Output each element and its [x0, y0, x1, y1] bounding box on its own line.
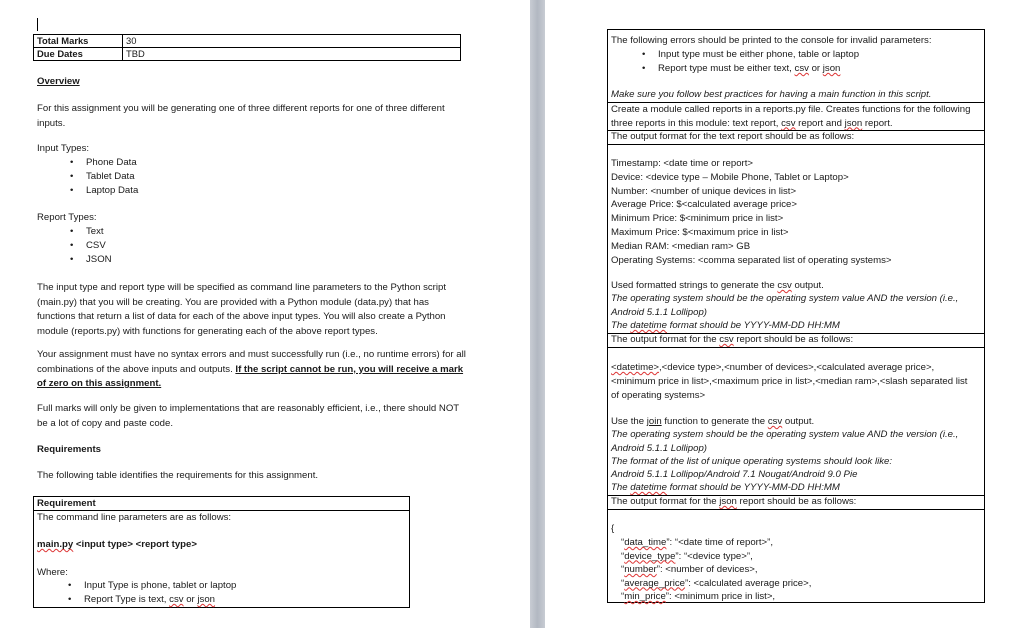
right-page [545, 0, 1024, 628]
text-format-line: Maximum Price: $<maximum price in list> [611, 226, 789, 238]
usage-script: main.py [37, 539, 74, 550]
list-item: • Laptop Data [64, 184, 138, 198]
requirement-row-1: The command line parameters are as follows: [37, 512, 232, 523]
text-format-line: Average Price: $<calculated average price> [611, 199, 797, 211]
module-req-csv: csv [781, 117, 796, 129]
marks-table [33, 34, 461, 61]
text-format-block [611, 157, 891, 267]
text-format-heading: The output format for the text report should be as follows: [611, 131, 855, 142]
csv-heading-suffix: report should be as follows: [733, 334, 854, 345]
where-label: Where: [37, 567, 68, 578]
json-key: data_time [624, 537, 667, 548]
text-format-line: Operating Systems: <comma separated list of operating systems> [611, 254, 892, 266]
requirement-header: Requirement [37, 498, 96, 509]
json-format-block [621, 536, 811, 604]
json-heading-suffix: report should be as follows: [736, 496, 857, 507]
json-key: device_type [624, 550, 676, 562]
join-note-prefix: Use the [611, 416, 647, 427]
text-format-line: Device: <device type – Mobile Phone, Tablet or Laptop> [611, 171, 849, 183]
module-req-json: json [844, 117, 863, 129]
join-note-suffix: output. [782, 416, 815, 427]
errors-warning: If the script cannot be run, you will receive a mark of zero on this assignment. [37, 363, 464, 389]
list-item: • Tablet Data [64, 170, 138, 184]
json-value: : “<date time of report>”, [669, 537, 773, 548]
module-req-suffix: report. [862, 117, 893, 129]
table-divider [608, 509, 984, 510]
table-divider [608, 347, 984, 348]
table-divider [608, 144, 984, 145]
usage-args: <input type> <report type> [73, 539, 197, 550]
total-marks-value: 30 [123, 35, 461, 48]
module-req-mid: report and [795, 117, 845, 129]
module-req-prefix: Create a module called reports in a reports.py file. Creates functions for the following three reports in this module: text report, [611, 104, 971, 129]
join-note-mid: function to generate the [661, 416, 768, 427]
list-item: • Input Type is phone, tablet or laptop [62, 579, 236, 593]
list-item: • Text [64, 225, 112, 239]
csv-heading-prefix: The output format for the [611, 334, 720, 345]
fstring-note [611, 280, 824, 292]
json-line: “min_price”: <minimum price in list>, [621, 591, 776, 602]
list-item: • CSV [64, 239, 112, 253]
input-types-list [64, 156, 138, 199]
json-key: min_price [624, 591, 666, 602]
report-item-json: json [197, 594, 216, 606]
requirements-table [33, 496, 410, 608]
report-item-or: or [183, 594, 198, 606]
table-row [34, 35, 461, 48]
csv-line-datetime: <datetime> [611, 362, 660, 373]
requirements-intro: The following table identifies the requirements for this assignment. [37, 470, 319, 481]
due-dates-label: Due Dates [34, 48, 123, 61]
join-note-csv: csv [767, 416, 783, 427]
list-item: • Phone Data [64, 156, 138, 170]
datetime-note-suffix: format should be YYYY-MM-DD HH:MM [667, 482, 840, 493]
usage-line [37, 539, 197, 551]
fstring-note-suffix: output. [791, 280, 824, 291]
errors-text: Your assignment must have no syntax errors and must successfully run (i.e., no runtime errors) for all combinations of the above inputs and outputs. [37, 349, 466, 375]
input-types-label: Input Types: [37, 143, 90, 154]
text-cursor [37, 18, 38, 31]
json-heading-prefix: The output format for the [611, 496, 720, 507]
os-note-2: The operating system should be the operating system value AND the version (i.e., Android 5.1.1 Lollipop) [611, 429, 959, 454]
json-line: “data_time”: “<date time of report>”, [621, 537, 773, 548]
table-divider [34, 510, 409, 511]
join-note-join: join [646, 416, 662, 427]
csv-heading-csv: csv [719, 334, 734, 345]
json-key: number [624, 564, 657, 575]
csv-format-heading [611, 334, 853, 346]
fstring-note-prefix: Used formatted strings to generate the [611, 280, 778, 291]
datetime-note-prefix: The [611, 320, 631, 331]
report-types-label: Report Types: [37, 212, 97, 223]
text-format-line: Number: <number of unique devices in list> [611, 185, 797, 197]
datetime-note-word: datetime [630, 482, 667, 493]
overview-paragraph: For this assignment you will be generating one of three different reports for one of three different inputs. [37, 103, 445, 129]
errors-paragraph [37, 348, 469, 392]
json-line: “device_type”: “<device type>”, [621, 550, 753, 562]
text-format-line: Minimum Price: $<minimum price in list> [611, 213, 784, 225]
report-types-list [64, 225, 112, 268]
list-item: • JSON [64, 253, 112, 267]
os-list-example: Android 5.1.1 Lollipop/Android 7.1 Nougat/Android 9.0 Pie [611, 469, 858, 480]
datetime-note-suffix: format should be YYYY-MM-DD HH:MM [667, 320, 840, 331]
errors-intro: The following errors should be printed to the console for invalid parameters: [611, 35, 932, 46]
cmdline-paragraph: The input type and report type will be specified as command line parameters to the Python script (main.py) that you will be creating. You are provided with a Python module (data.py) that has functions that return a list of data for each of the above input types. You will also create a Python module (reports.py) with functions for generating each of the above report types. [37, 282, 447, 337]
report-item-prefix: Report Type is text, [84, 594, 170, 606]
datetime-note [611, 320, 840, 332]
page-separator [530, 0, 545, 628]
table-row [34, 48, 461, 61]
json-key: average_price [624, 577, 686, 589]
overview-heading: Overview [37, 76, 80, 87]
os-note: The operating system should be the operating system value AND the version (i.e., Android 5.1.1 Lollipop) [611, 293, 959, 318]
datetime-note-word: datetime [630, 320, 667, 331]
json-value: : <calculated average price>, [688, 577, 812, 589]
report-item-csv: csv [169, 594, 184, 606]
datetime-note-2 [611, 482, 840, 494]
where-list [62, 579, 236, 607]
json-value: : “<device type>”, [678, 550, 753, 562]
json-line: “average_price”: <calculated average price>, [621, 577, 812, 589]
error-bullet2-or: or [808, 63, 823, 75]
main-function-note: Make sure you follow best practices for having a main function in this script. [611, 89, 932, 100]
json-open-brace: { [611, 523, 615, 534]
error-bullet2-csv: csv [794, 63, 809, 75]
marks-paragraph: Full marks will only be given to implementations that are reasonably efficient, i.e., there should NOT be a lot of copy and paste code. [37, 403, 459, 429]
list-item: • Input type must be either phone, table or laptop [636, 48, 859, 62]
csv-line-rest: ,<device type>,<number of devices>,<calculated average price>,<minimum price in list>,<maximum price in list>,<median ram>,<slash separated list of operating systems> [611, 362, 968, 401]
csv-format-line [611, 361, 977, 402]
text-format-line: Median RAM: <median ram> GB [611, 240, 751, 252]
json-format-heading [611, 496, 856, 508]
json-value: : <number of devices>, [659, 564, 758, 575]
os-list-note: The format of the list of unique operating systems should look like: [611, 456, 893, 467]
json-value: : <minimum price in list>, [669, 591, 776, 602]
text-format-line: Timestamp: <date time or report> [611, 158, 754, 169]
datetime-note-prefix: The [611, 482, 631, 493]
join-note [611, 416, 814, 428]
json-line: “number”: <number of devices>, [621, 564, 758, 575]
total-marks-label: Total Marks [34, 35, 123, 48]
errors-list [636, 48, 859, 76]
fstring-note-csv: csv [777, 280, 792, 291]
list-item [636, 62, 859, 76]
requirements-table-continued [607, 29, 985, 603]
error-bullet2-json: json [822, 63, 841, 75]
json-heading-json: json [719, 496, 737, 507]
due-dates-value: TBD [123, 48, 461, 61]
requirements-heading: Requirements [37, 444, 101, 455]
list-item [62, 593, 236, 607]
module-requirement [611, 103, 979, 130]
error-bullet2-prefix: Report type must be either text, [658, 63, 795, 75]
